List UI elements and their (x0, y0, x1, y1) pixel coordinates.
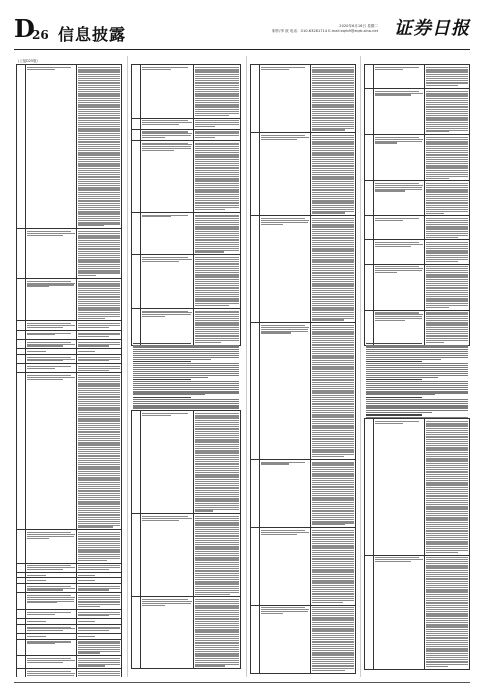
item-cell (374, 181, 425, 216)
detail-cell (311, 528, 356, 606)
detail-cell (77, 609, 122, 618)
row-index-cell (251, 133, 260, 216)
row-index-cell (132, 212, 141, 254)
item-cell (374, 264, 425, 310)
item-cell (374, 135, 425, 181)
table-row (365, 419, 470, 556)
table-row (132, 411, 241, 514)
item-cell (26, 229, 77, 279)
row-index-cell (17, 229, 26, 279)
detail-cell (425, 181, 470, 216)
table-row (251, 216, 356, 323)
detail-cell (77, 656, 122, 669)
detail-cell (77, 65, 122, 229)
table-row (251, 528, 356, 606)
row-index-cell (251, 605, 260, 673)
table-row (132, 597, 241, 669)
detail-cell (194, 129, 241, 140)
table-row (132, 140, 241, 212)
row-index-cell (132, 411, 141, 514)
table-row (251, 65, 356, 133)
table-row (132, 212, 241, 254)
detail-cell (77, 330, 122, 339)
row-index-cell (365, 240, 374, 264)
row-index-cell (365, 264, 374, 310)
row-index-cell (132, 308, 141, 345)
table-row (365, 65, 470, 89)
item-cell (26, 530, 77, 563)
item-cell (141, 597, 194, 669)
date-line: 2020年6月16日 星期二 (339, 24, 378, 28)
item-cell (141, 255, 194, 309)
row-index-cell (251, 459, 260, 527)
row-index-cell (251, 216, 260, 323)
column-divider (127, 56, 128, 677)
disclosure-table (250, 64, 356, 674)
item-cell (26, 373, 77, 530)
table-row (365, 264, 470, 310)
item-cell (26, 340, 77, 349)
table-row (251, 459, 356, 527)
item-cell (374, 310, 425, 345)
text-paragraph (366, 342, 468, 416)
item-cell (374, 65, 425, 89)
column-1 (16, 56, 122, 677)
item-cell (141, 118, 194, 129)
section-letter: D (14, 14, 35, 43)
table-row (17, 65, 122, 229)
table-row (251, 133, 356, 216)
detail-cell (311, 133, 356, 216)
item-cell (26, 279, 77, 321)
row-index-cell (132, 514, 141, 597)
row-index-cell (365, 555, 374, 669)
row-index-cell (132, 129, 141, 140)
row-index-cell (365, 135, 374, 181)
row-index-cell (251, 528, 260, 606)
table-row (365, 89, 470, 135)
row-index-cell (365, 419, 374, 556)
row-index-cell (365, 181, 374, 216)
detail-cell (77, 669, 122, 677)
section-number: 26 (32, 28, 49, 42)
footer-rule (14, 682, 470, 683)
detail-cell (194, 411, 241, 514)
item-cell (141, 129, 194, 140)
row-index-cell (17, 65, 26, 229)
table-row (365, 310, 470, 345)
item-cell (260, 605, 311, 673)
item-cell (26, 583, 77, 592)
row-index-cell (17, 373, 26, 530)
item-cell (26, 330, 77, 339)
detail-cell (77, 340, 122, 349)
detail-cell (77, 229, 122, 279)
detail-cell (77, 364, 122, 373)
row-index-cell (17, 639, 26, 656)
item-cell (260, 528, 311, 606)
row-index-cell (365, 310, 374, 345)
detail-cell (311, 459, 356, 527)
detail-cell (425, 264, 470, 310)
column-3 (250, 56, 356, 677)
table-row (251, 323, 356, 460)
table-row (17, 563, 122, 572)
table-row (365, 181, 470, 216)
table-row (132, 514, 241, 597)
item-cell (374, 216, 425, 240)
item-cell (26, 639, 77, 656)
row-index-cell (17, 364, 26, 373)
table-row (17, 229, 122, 279)
item-cell (374, 555, 425, 669)
table-row (132, 65, 241, 119)
item-cell (141, 140, 194, 212)
column-divider (246, 56, 247, 677)
item-cell (26, 563, 77, 572)
item-cell (141, 65, 194, 119)
item-cell (141, 514, 194, 597)
row-index-cell (132, 118, 141, 129)
row-index-cell (17, 669, 26, 677)
row-index-cell (17, 530, 26, 563)
detail-cell (77, 593, 122, 610)
detail-cell (77, 373, 122, 530)
table-row (17, 583, 122, 592)
table-row (132, 118, 241, 129)
detail-cell (194, 308, 241, 345)
item-cell (26, 364, 77, 373)
row-index-cell (17, 330, 26, 339)
detail-cell (194, 65, 241, 119)
detail-cell (311, 605, 356, 673)
detail-cell (194, 118, 241, 129)
item-cell (141, 411, 194, 514)
table-row (17, 593, 122, 610)
table-row (17, 321, 122, 330)
detail-cell (311, 65, 356, 133)
detail-cell (77, 321, 122, 330)
detail-cell (425, 555, 470, 669)
detail-cell (425, 89, 470, 135)
item-cell (260, 216, 311, 323)
row-index-cell (17, 609, 26, 618)
disclosure-table (364, 64, 470, 346)
table-row (17, 656, 122, 669)
detail-cell (311, 216, 356, 323)
table-row (17, 330, 122, 339)
table-row (17, 279, 122, 321)
section-title: 信息披露 (58, 25, 127, 44)
header-rule (14, 49, 470, 50)
row-index-cell (251, 323, 260, 460)
row-index-cell (17, 593, 26, 610)
text-paragraph (133, 342, 239, 408)
detail-cell (425, 135, 470, 181)
detail-cell (194, 212, 241, 254)
table-row (17, 624, 122, 633)
detail-cell (77, 624, 122, 633)
detail-cell (425, 65, 470, 89)
row-index-cell (17, 583, 26, 592)
table-row (17, 373, 122, 530)
table-row (251, 605, 356, 673)
row-index-cell (365, 89, 374, 135)
table-row (132, 255, 241, 309)
item-cell (26, 624, 77, 633)
item-cell (374, 419, 425, 556)
item-cell (141, 308, 194, 345)
item-cell (26, 656, 77, 669)
row-index-cell (17, 279, 26, 321)
item-cell (374, 89, 425, 135)
row-index-cell (365, 216, 374, 240)
row-index-cell (132, 65, 141, 119)
row-index-cell (132, 140, 141, 212)
row-index-cell (365, 65, 374, 89)
table-row (17, 530, 122, 563)
detail-cell (425, 310, 470, 345)
detail-cell (425, 216, 470, 240)
item-cell (141, 212, 194, 254)
disclosure-table (131, 410, 241, 669)
detail-cell (77, 563, 122, 572)
detail-cell (311, 323, 356, 460)
row-index-cell (251, 65, 260, 133)
item-cell (26, 65, 77, 229)
table-row (17, 340, 122, 349)
row-index-cell (17, 656, 26, 669)
table-row (17, 609, 122, 618)
continuation-label: (上接D25版) (18, 59, 38, 63)
row-index-cell (17, 340, 26, 349)
item-cell (260, 459, 311, 527)
row-index-cell (17, 624, 26, 633)
header-meta (272, 24, 378, 34)
row-index-cell (17, 321, 26, 330)
column-4 (364, 56, 470, 677)
item-cell (374, 240, 425, 264)
row-index-cell (17, 354, 26, 363)
table-row (365, 135, 470, 181)
row-index-cell (132, 597, 141, 669)
item-cell (260, 65, 311, 133)
contact-line: 制作/李 波 电话：010-63281714 E-mail:zqrb9@zqrb.sina.net (272, 29, 378, 33)
table-row (365, 555, 470, 669)
detail-cell (77, 279, 122, 321)
table-row (365, 240, 470, 264)
table-row (17, 354, 122, 363)
detail-cell (77, 583, 122, 592)
item-cell (26, 354, 77, 363)
detail-cell (194, 140, 241, 212)
page-header (14, 14, 470, 48)
detail-cell (194, 597, 241, 669)
table-row (132, 129, 241, 140)
item-cell (260, 133, 311, 216)
table-row (17, 639, 122, 656)
row-index-cell (132, 255, 141, 309)
item-cell (26, 321, 77, 330)
disclosure-table (16, 64, 122, 677)
item-cell (26, 669, 77, 677)
item-cell (260, 323, 311, 460)
table-row (132, 308, 241, 345)
table-row (365, 216, 470, 240)
detail-cell (425, 419, 470, 556)
detail-cell (425, 240, 470, 264)
disclosure-table (364, 418, 470, 670)
newspaper-logo: 证券日报 (394, 18, 470, 39)
detail-cell (194, 514, 241, 597)
item-cell (26, 593, 77, 610)
detail-cell (194, 255, 241, 309)
column-divider (360, 56, 361, 677)
detail-cell (77, 354, 122, 363)
item-cell (26, 609, 77, 618)
disclosure-table (131, 64, 241, 346)
row-index-cell (17, 563, 26, 572)
table-row (17, 669, 122, 677)
detail-cell (77, 530, 122, 563)
detail-cell (77, 639, 122, 656)
table-row (17, 364, 122, 373)
column-2 (131, 56, 241, 677)
